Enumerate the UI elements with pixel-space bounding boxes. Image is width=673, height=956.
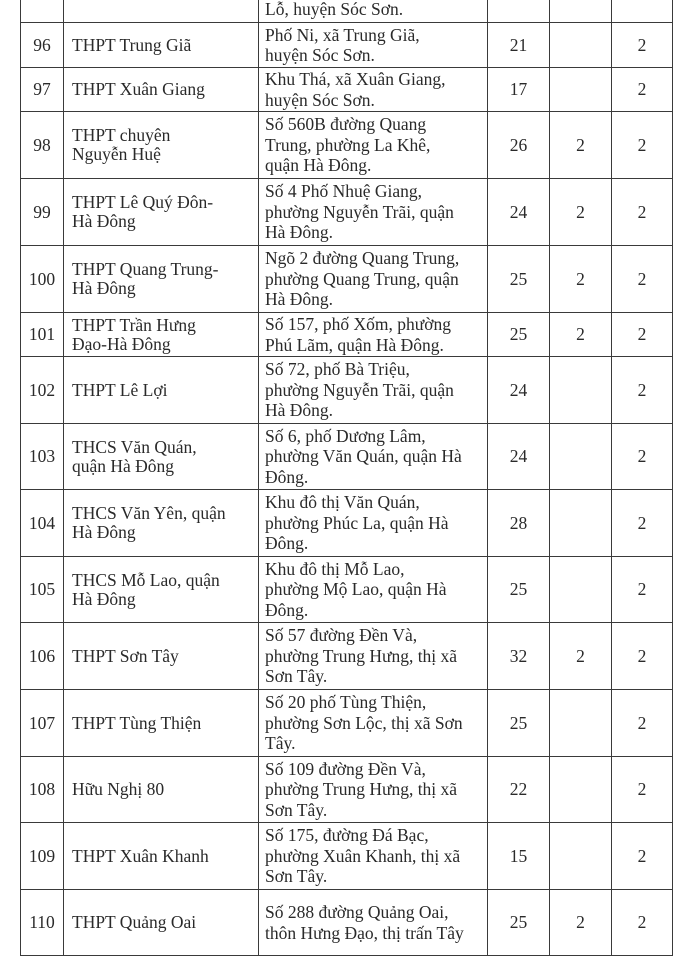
- address-line: phường Nguyễn Trãi, quận: [265, 379, 454, 400]
- cell-col3: 2: [612, 557, 673, 623]
- school-name-line: THPT Trung Giã: [72, 34, 192, 55]
- cell-address: [259, 246, 488, 313]
- cell-stt: 104: [21, 490, 64, 557]
- table-row: [21, 424, 673, 490]
- cell-col3: 2: [612, 179, 673, 246]
- cell-col3: 2: [612, 23, 673, 68]
- school-name-line: THPT Lê Lợi: [72, 379, 168, 400]
- school-name-line: THPT Trần Hưng: [72, 314, 196, 335]
- cell-col3: 2: [612, 890, 673, 956]
- cell-col1: 15: [488, 823, 550, 890]
- cell-col1: 24: [488, 424, 550, 490]
- cell-col1: 32: [488, 623, 550, 690]
- cell-col3: 2: [612, 823, 673, 890]
- school-name-line: Hữu Nghị 80: [72, 779, 165, 799]
- address-line: Số 175, đường Đá Bạc,: [265, 825, 429, 846]
- school-name-line: quận Hà Đông: [72, 455, 175, 476]
- cell-col2: 2: [550, 179, 612, 246]
- address-line: Ngõ 2 đường Quang Trung,: [265, 248, 460, 269]
- cell-stt: 98: [21, 112, 64, 179]
- table-row: [21, 690, 673, 757]
- cell-col2: 2: [550, 112, 612, 179]
- cell-col3: 2: [612, 313, 673, 357]
- table-row: [21, 68, 673, 112]
- school-name-line: Hà Đông: [72, 278, 136, 298]
- address-line: Khu đô thị Mỗ Lao,: [265, 558, 405, 579]
- school-name-line: THCS Văn Yên, quận: [72, 503, 226, 523]
- address-line: Số 157, phố Xốm, phường: [265, 314, 451, 334]
- cell-col2: [550, 690, 612, 757]
- address-line: huyện Sóc Sơn.: [265, 89, 375, 110]
- cell-col1: [488, 0, 550, 23]
- cell-col2: [550, 424, 612, 490]
- address-line: Sơn Tây.: [265, 799, 328, 820]
- address-line: Số 109 đường Đền Và,: [265, 758, 426, 779]
- cell-stt: 102: [21, 357, 64, 424]
- cell-school-name: [64, 112, 259, 179]
- cell-address: [259, 690, 488, 757]
- cell-col3: 2: [612, 690, 673, 757]
- cell-address: [259, 357, 488, 424]
- table-row: [21, 246, 673, 313]
- table-row: [21, 623, 673, 690]
- cell-school-name: [64, 179, 259, 246]
- cell-col3: [612, 0, 673, 23]
- address-line: Hà Đông.: [265, 289, 334, 310]
- school-name-line: Đạo-Hà Đông: [72, 333, 171, 354]
- cell-stt: 101: [21, 313, 64, 357]
- school-name-line: Nguyễn Huệ: [72, 144, 161, 164]
- school-name-line: Hà Đông: [72, 211, 136, 231]
- cell-stt: 106: [21, 623, 64, 690]
- cell-col2: [550, 68, 612, 112]
- table-row: [21, 313, 673, 357]
- cell-col2: 2: [550, 890, 612, 956]
- cell-address: [259, 823, 488, 890]
- address-line: Đông.: [265, 599, 309, 620]
- address-line: Khu Thá, xã Xuân Giang,: [265, 69, 446, 89]
- cell-col1: 25: [488, 557, 550, 623]
- school-name-line: THCS Văn Quán,: [72, 436, 197, 457]
- cell-col3: 2: [612, 623, 673, 690]
- cell-school-name: [64, 757, 259, 823]
- cell-stt: 100: [21, 246, 64, 313]
- cell-col1: 26: [488, 112, 550, 179]
- address-line: Trung, phường La Khê,: [265, 134, 431, 155]
- school-name-line: THCS Mỗ Lao, quận: [72, 569, 220, 590]
- address-line: Số 4 Phố Nhuệ Giang,: [265, 181, 423, 202]
- address-line: Số 560B đường Quang: [265, 114, 427, 135]
- cell-address: [259, 23, 488, 68]
- school-name-line: THPT Quang Trung-: [72, 259, 219, 279]
- table-row: [21, 823, 673, 890]
- cell-col2: 2: [550, 313, 612, 357]
- address-line: phường Trung Hưng, thị xã: [265, 779, 458, 800]
- cell-col1: 28: [488, 490, 550, 557]
- cell-col1: 17: [488, 68, 550, 112]
- cell-address: [259, 112, 488, 179]
- cell-col1: 25: [488, 690, 550, 757]
- cell-stt: [21, 0, 64, 23]
- cell-col1: 21: [488, 23, 550, 68]
- cell-col1: 25: [488, 890, 550, 956]
- cell-school-name: [64, 313, 259, 357]
- address-line: Tây.: [265, 733, 296, 754]
- cell-col2: [550, 823, 612, 890]
- cell-address: [259, 623, 488, 690]
- address-line: Sơn Tây.: [265, 866, 328, 887]
- address-line: phường Trung Hưng, thị xã: [265, 645, 458, 666]
- cell-stt: 109: [21, 823, 64, 890]
- table-row: [21, 490, 673, 557]
- school-name-line: THPT Sơn Tây: [72, 645, 179, 666]
- cell-col2: [550, 757, 612, 823]
- cell-address: [259, 424, 488, 490]
- cell-school-name: [64, 690, 259, 757]
- address-line: phường Phúc La, quận Hà: [265, 512, 449, 533]
- table-row: [21, 557, 673, 623]
- cell-school-name: [64, 0, 259, 23]
- schools-table-body: [21, 0, 673, 956]
- schools-table: [20, 0, 673, 956]
- table-row: [21, 757, 673, 823]
- cell-address: [259, 313, 488, 357]
- school-name-line: THPT Xuân Giang: [72, 79, 205, 99]
- address-line: Phố Ni, xã Trung Giã,: [265, 24, 420, 45]
- cell-address: [259, 557, 488, 623]
- cell-stt: 97: [21, 68, 64, 112]
- address-line: thôn Hưng Đạo, thị trấn Tây: [265, 922, 464, 943]
- cell-stt: 107: [21, 690, 64, 757]
- cell-address: [259, 757, 488, 823]
- school-name-line: THPT Tùng Thiện: [72, 712, 202, 733]
- cell-stt: 96: [21, 23, 64, 68]
- cell-col2: 2: [550, 246, 612, 313]
- cell-school-name: [64, 246, 259, 313]
- cell-address: [259, 890, 488, 956]
- address-line: phường Xuân Khanh, thị xã: [265, 845, 461, 866]
- cell-school-name: [64, 357, 259, 424]
- table-row: [21, 23, 673, 68]
- cell-school-name: [64, 23, 259, 68]
- address-line: Số 72, phố Bà Triệu,: [265, 359, 410, 380]
- cell-address: [259, 0, 488, 23]
- address-line: Số 20 phố Tùng Thiện,: [265, 692, 427, 713]
- address-line: phường Quang Trung, quận: [265, 268, 459, 289]
- cell-col2: [550, 557, 612, 623]
- address-line: Đông.: [265, 533, 309, 554]
- school-name-line: THPT Xuân Khanh: [72, 845, 209, 866]
- cell-stt: 110: [21, 890, 64, 956]
- cell-col2: [550, 23, 612, 68]
- cell-stt: 108: [21, 757, 64, 823]
- cell-col1: 25: [488, 313, 550, 357]
- cell-stt: 103: [21, 424, 64, 490]
- address-line: Hà Đông.: [265, 222, 334, 243]
- cell-col3: 2: [612, 757, 673, 823]
- cell-school-name: [64, 68, 259, 112]
- address-line: quận Hà Đông.: [265, 155, 372, 176]
- address-line: phường Văn Quán, quận Hà: [265, 446, 462, 467]
- address-line: phường Sơn Lộc, thị xã Sơn: [265, 712, 463, 733]
- table-row: [21, 890, 673, 956]
- school-name-line: THPT Lê Quý Đôn-: [72, 192, 214, 212]
- school-name-line: Hà Đông: [72, 522, 136, 542]
- address-line: Khu đô thị Văn Quán,: [265, 492, 420, 513]
- school-name-line: THPT chuyên: [72, 125, 171, 145]
- cell-school-name: [64, 623, 259, 690]
- cell-col3: 2: [612, 112, 673, 179]
- cell-school-name: [64, 424, 259, 490]
- school-name-line: Hà Đông: [72, 588, 136, 609]
- address-line: Đông.: [265, 466, 309, 487]
- cell-address: [259, 490, 488, 557]
- address-line: Sơn Tây.: [265, 666, 328, 687]
- cell-col3: 2: [612, 490, 673, 557]
- table-row-partial: [21, 0, 673, 23]
- cell-school-name: [64, 557, 259, 623]
- cell-col2: [550, 0, 612, 23]
- address-line: Hà Đông.: [265, 400, 334, 421]
- address-line: phường Nguyễn Trãi, quận: [265, 201, 454, 222]
- cell-address: [259, 179, 488, 246]
- table-row: [21, 112, 673, 179]
- cell-school-name: [64, 490, 259, 557]
- cell-col1: 24: [488, 357, 550, 424]
- address-line: Số 6, phố Dương Lâm,: [265, 425, 426, 446]
- address-line: Phú Lãm, quận Hà Đông.: [265, 334, 444, 355]
- cell-col1: 25: [488, 246, 550, 313]
- address-line: Lỗ, huyện Sóc Sơn.: [265, 0, 404, 20]
- cell-col3: 2: [612, 357, 673, 424]
- cell-school-name: [64, 823, 259, 890]
- table-row: [21, 179, 673, 246]
- table-row: [21, 357, 673, 424]
- cell-col1: 22: [488, 757, 550, 823]
- address-line: Số 288 đường Quảng Oai,: [265, 902, 449, 922]
- cell-col2: [550, 357, 612, 424]
- cell-col3: 2: [612, 246, 673, 313]
- cell-address: [259, 68, 488, 112]
- cell-col3: 2: [612, 68, 673, 112]
- cell-stt: 105: [21, 557, 64, 623]
- school-name-line: THPT Quảng Oai: [72, 912, 197, 932]
- address-line: Số 57 đường Đền Và,: [265, 625, 418, 646]
- address-line: phường Mộ Lao, quận Hà: [265, 579, 447, 600]
- cell-school-name: [64, 890, 259, 956]
- cell-col3: 2: [612, 424, 673, 490]
- address-line: huyện Sóc Sơn.: [265, 45, 375, 65]
- cell-col1: 24: [488, 179, 550, 246]
- cell-col2: [550, 490, 612, 557]
- cell-stt: 99: [21, 179, 64, 246]
- cell-col2: 2: [550, 623, 612, 690]
